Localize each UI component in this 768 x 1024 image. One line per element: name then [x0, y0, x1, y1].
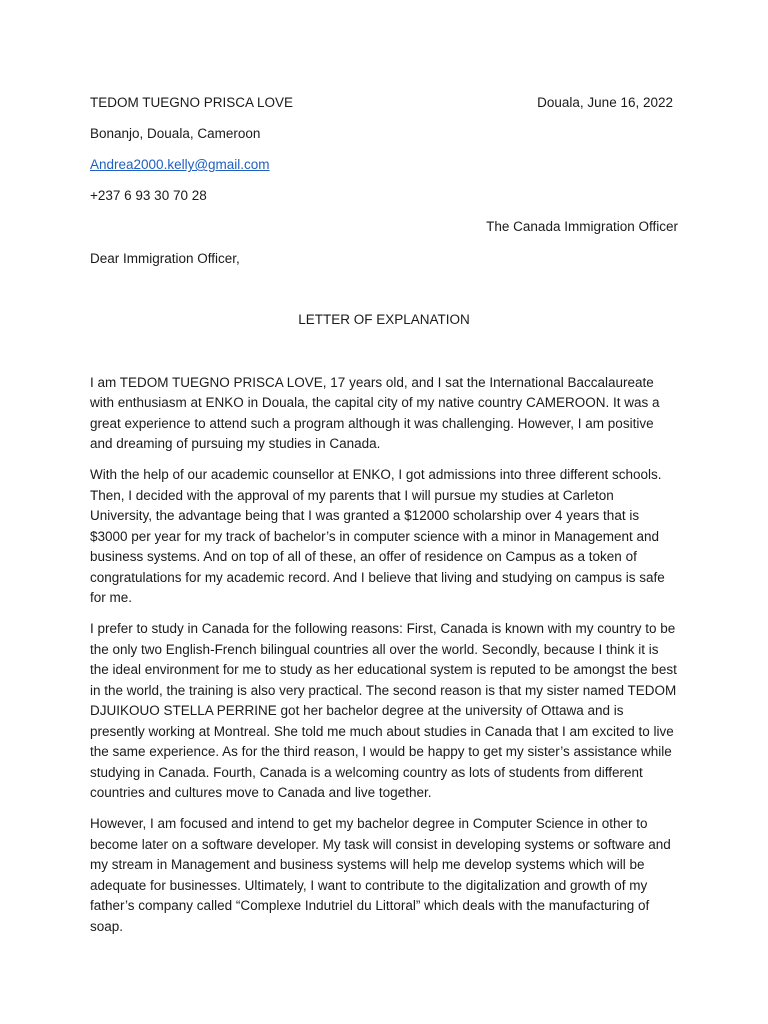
paragraph-1: I am TEDOM TUEGNO PRISCA LOVE, 17 years old, and I sat the International Baccalaureate with enthusiasm at ENKO in Douala, the capital city of my native country CAMEROON. It was a great experience to attend such a program although it was challenging. However, I am positive and dreaming of pursuing my studies in Canada. [90, 374, 660, 451]
paragraph-2: With the help of our academic counsellor at ENKO, I got admissions into three different schools. Then, I decided with the approval of my parents that I will pursue my studies at Carleton University, the advantage being that I was granted a $12000 scholarship over 4 years that is $3000 per year for my track of bachelor’s in computer science with a minor in Management and business systems. And on top of all of these, an offer of residence on Campus as a token of congratulations for my academic record. And I believe that living and studying on campus is safe for me. [90, 467, 665, 605]
salutation: Dear Immigration Officer, [90, 250, 240, 266]
letter-title: LETTER OF EXPLANATION [298, 312, 470, 327]
sender-email-line [90, 155, 678, 175]
letter-page [90, 93, 678, 937]
paragraph-4: However, I am focused and intend to get my bachelor degree in Computer Science in other to become later on a software developer. My task will consist in developing systems or software and my stream in Management and business systems will help me develop systems which will be adequate for businesses. Ultimately, I want to contribute to the digitalization and growth of my father’s company called “Complexe Indutriel du Littoral” which deals with the manufacturing of soap. [90, 816, 671, 934]
sender-name: TEDOM TUEGNO PRISCA LOVE [90, 95, 294, 110]
sender-email-link[interactable]: Andrea2000.kelly@gmail.com [90, 157, 270, 172]
sender-phone: +237 6 93 30 70 28 [90, 188, 207, 203]
place-date: Douala, June 16, 2022 [537, 95, 673, 110]
recipient: The Canada Immigration Officer [486, 219, 678, 234]
letter-header [90, 93, 678, 113]
sender-address: Bonanjo, Douala, Cameroon [90, 126, 261, 141]
paragraph-3: I prefer to study in Canada for the following reasons: First, Canada is known with my country to be the only two English-French bilingual countries all over the world. Secondly, because I think it is the ideal environment for me to study as her educational system is reputed to be amongst the best in the world, the training is also very practical. The second reason is that my sister named TEDOM DJUIKOUO STELLA PERRINE got her bachelor degree at the university of Ottawa and is presently working at Montreal. She told me much about studies in Canada that I am excited to live the same experience. As for the third reason, I would be happy to get my sister’s assistance while studying in Canada. Fourth, Canada is a welcoming country as lots of students from different countries and cultures move to Canada and live together. [90, 621, 677, 800]
